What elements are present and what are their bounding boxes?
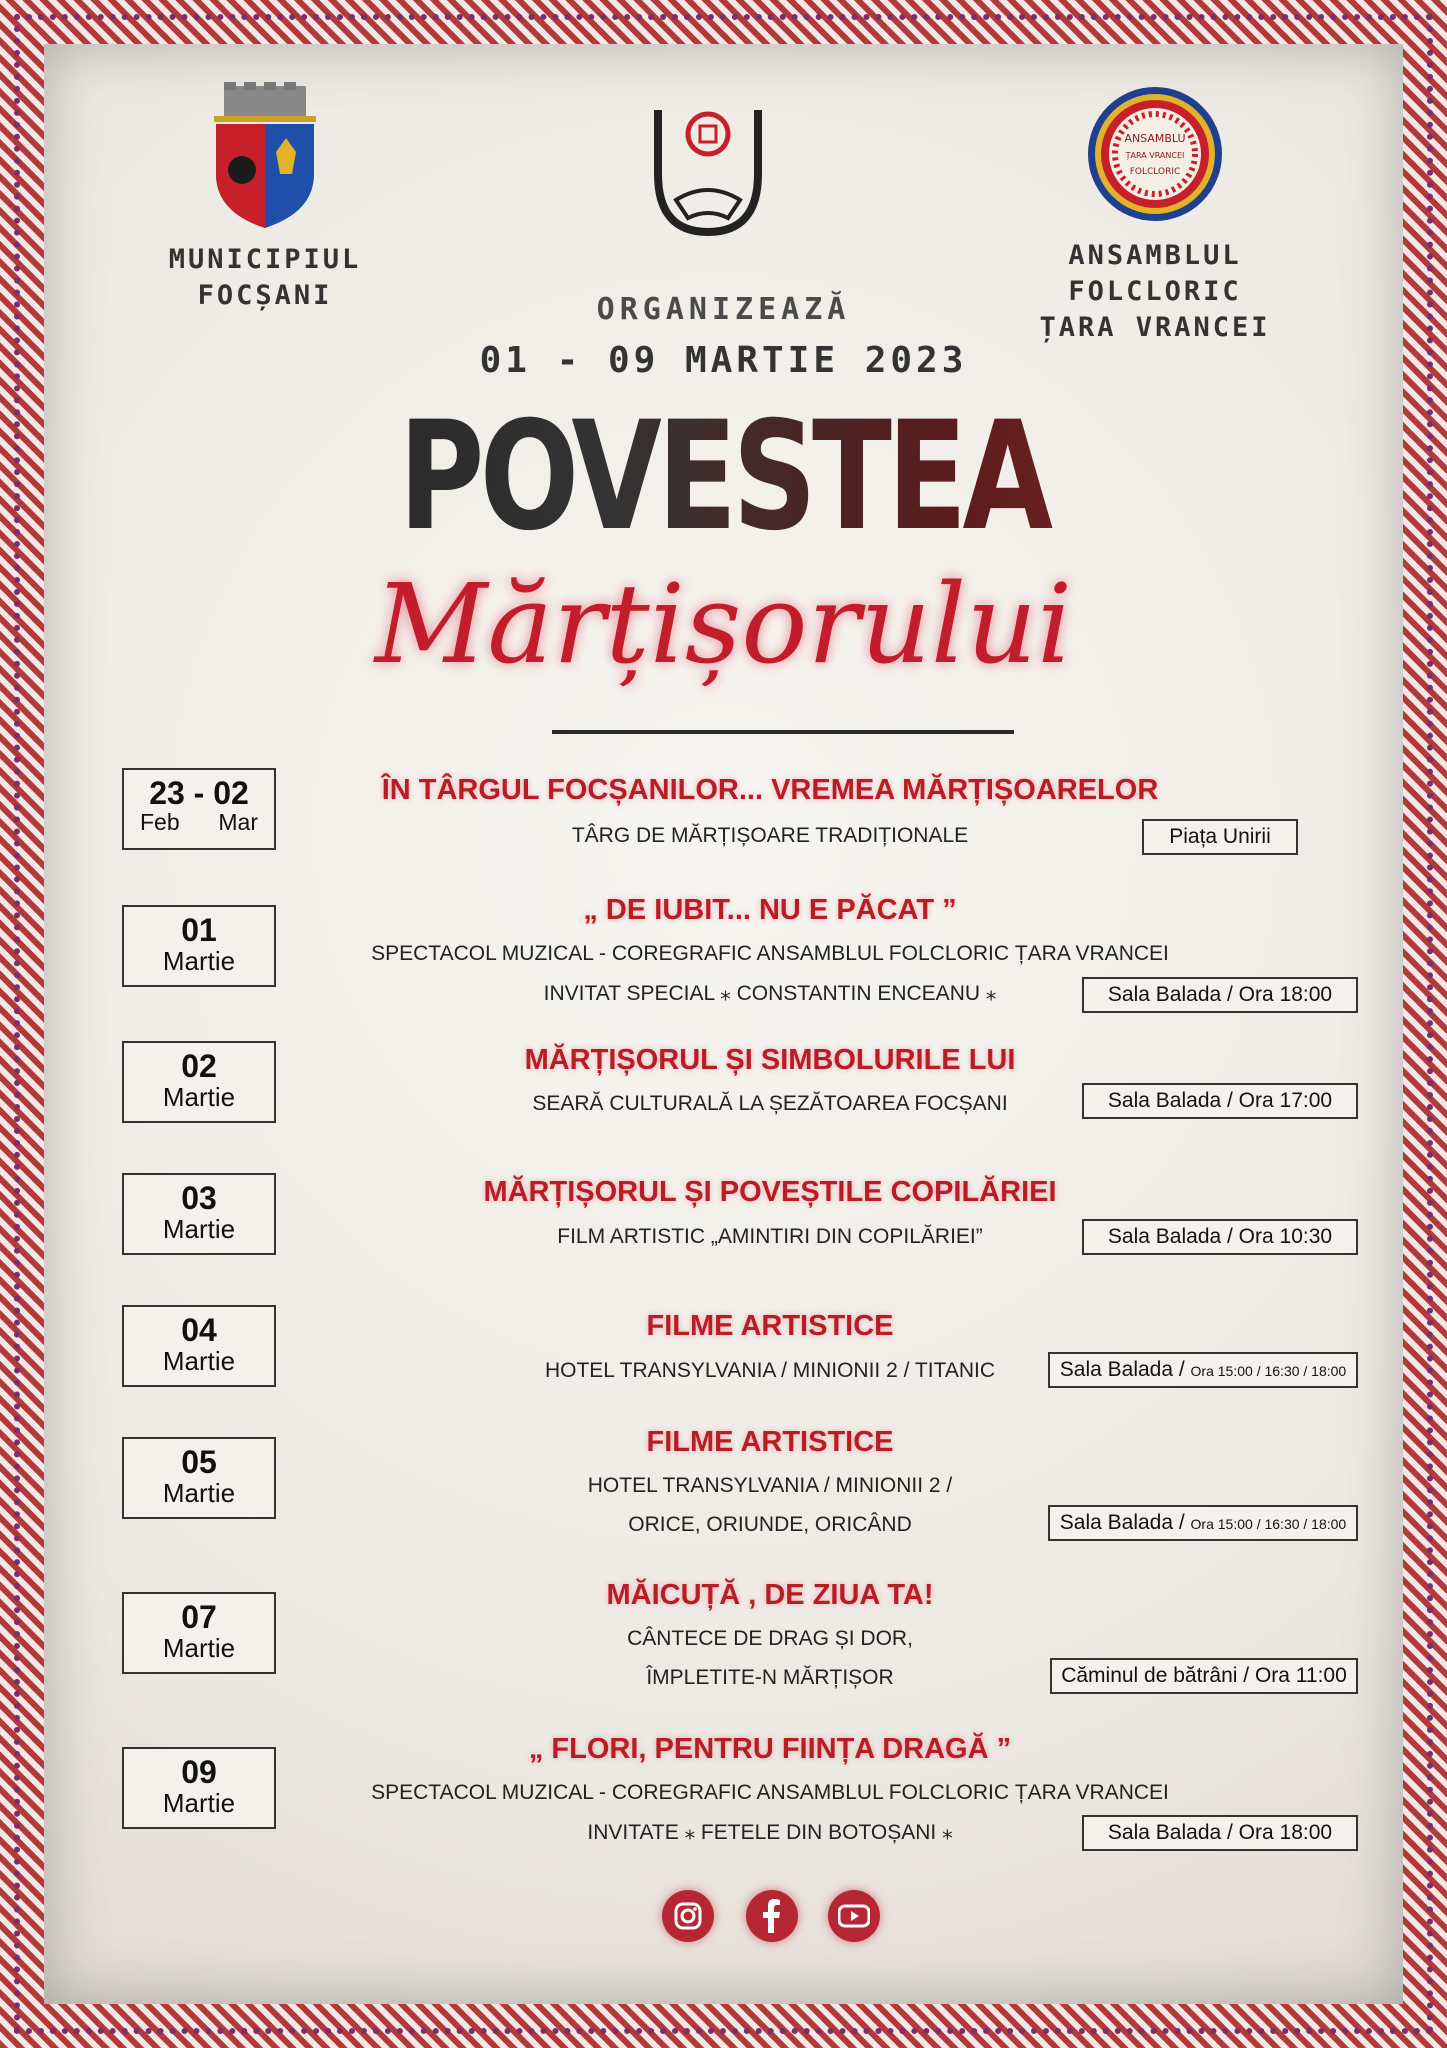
date-month: Martie [162, 1478, 236, 1508]
event-location: Piața Unirii [1142, 819, 1298, 855]
date-day: 04 [181, 1312, 217, 1348]
coat-of-arms-icon [210, 82, 320, 232]
event-title: FILME ARTISTICE [646, 1310, 894, 1342]
date-day: 23 - 02 [149, 775, 249, 811]
date-box [122, 1592, 276, 1674]
event-title: FILME ARTISTICE [646, 1426, 894, 1458]
event-location [1048, 1352, 1358, 1388]
event-location: Sala Balada / Ora 18:00 [1082, 1815, 1358, 1851]
date-month: Martie [162, 1346, 236, 1376]
event-location: Sala Balada / Ora 18:00 [1082, 977, 1358, 1013]
date-month: Martie [162, 1788, 236, 1818]
date-month: Martie [162, 946, 236, 976]
instagram-icon[interactable] [662, 1890, 714, 1942]
event-description: ÎMPLETITE-N MĂRȚIȘOR [646, 1666, 894, 1689]
event-description: HOTEL TRANSYLVANIA / MINIONII 2 / [587, 1474, 953, 1497]
event-description: INVITAT SPECIAL ⁎ CONSTANTIN ENCEANU ⁎ [543, 982, 997, 1005]
left-org-line1: MUNICIPIUL [168, 244, 362, 275]
organizeaza-label: ORGANIZEAZĂ [596, 292, 851, 327]
folk-ensemble-emblem-icon [1085, 84, 1225, 224]
date-day: 01 [181, 912, 217, 948]
event-description: SPECTACOL MUZICAL - COREGRAFIC ANSAMBLUL FOLCLORIC ȚARA VRANCEI [371, 1781, 1169, 1804]
facebook-icon[interactable] [746, 1890, 798, 1942]
date-month: Martie [162, 1082, 236, 1112]
location-main: Sala Balada / [1059, 1511, 1191, 1534]
date-day: 03 [181, 1180, 217, 1216]
event-title: MĂICUȚĂ , DE ZIUA TA! [606, 1579, 934, 1611]
event-title: MĂRȚIȘORUL ȘI POVEȘTILE COPILĂRIEI [483, 1176, 1057, 1208]
event-location: Sala Balada / Ora 17:00 [1082, 1083, 1358, 1119]
date-box [122, 1305, 276, 1387]
location-times: Ora 15:00 / 16:30 / 18:00 [1190, 1516, 1347, 1532]
youtube-icon[interactable] [828, 1890, 880, 1942]
date-box [122, 768, 276, 850]
date-box [122, 1747, 276, 1829]
date-box [122, 1041, 276, 1123]
event-title: „ DE IUBIT... NU E PĂCAT ” [583, 894, 957, 926]
date-box [122, 1173, 276, 1255]
event-description: FILM ARTISTIC „AMINTIRI DIN COPILĂRIEI” [557, 1225, 983, 1248]
event-description: SPECTACOL MUZICAL - COREGRAFIC ANSAMBLUL FOLCLORIC ȚARA VRANCEI [371, 942, 1169, 965]
emblem-line3: FOLCLORIC [1129, 167, 1181, 177]
date-month: Martie [162, 1633, 236, 1663]
date-box [122, 905, 276, 987]
right-org-line1: ANSAMBLUL FOLCLORIC [1068, 240, 1242, 307]
date-day: 05 [181, 1444, 217, 1480]
event-location: Sala Balada / Ora 10:30 [1082, 1219, 1358, 1255]
event-title: „ FLORI, PENTRU FIINȚA DRAGĂ ” [528, 1733, 1012, 1765]
location-main: Sala Balada / [1059, 1358, 1191, 1381]
event-title: ÎN TÂRGUL FOCȘANILOR... VREMEA MĂRȚIȘOARELOR [381, 774, 1159, 806]
emblem-line1: ANSAMBLU [1124, 132, 1186, 145]
handshake-logo-icon [648, 104, 768, 250]
title-divider [552, 730, 1014, 734]
focsani-logo [170, 82, 360, 314]
center-logo [648, 104, 768, 254]
emblem-line2: ȚARA VRANCEI [1125, 151, 1185, 160]
date-month: Martie [162, 1214, 236, 1244]
date-month-start: Feb [140, 809, 180, 835]
event-description: SEARĂ CULTURALĂ LA ȘEZĂTOAREA FOCȘANI [532, 1092, 1008, 1115]
location-times: Ora 15:00 / 16:30 / 18:00 [1190, 1363, 1347, 1379]
date-month-end: Mar [218, 809, 258, 835]
script-subtitle: Mărțișorului [374, 560, 1073, 688]
event-title: MĂRȚIȘORUL ȘI SIMBOLURILE LUI [524, 1044, 1016, 1076]
event-description: HOTEL TRANSYLVANIA / MINIONII 2 / TITANIC [544, 1359, 996, 1382]
event-location [1048, 1505, 1358, 1541]
main-title: POVESTEA [159, 390, 1288, 564]
event-location: Căminul de bătrâni / Ora 11:00 [1050, 1658, 1358, 1694]
event-description: ORICE, ORIUNDE, ORICÂND [628, 1513, 912, 1536]
event-description: INVITATE ⁎ FETELE DIN BOTOȘANI ⁎ [587, 1821, 953, 1844]
event-dates: 01 - 09 MARTIE 2023 [479, 340, 968, 381]
date-day: 07 [181, 1599, 217, 1635]
date-day: 09 [181, 1754, 217, 1790]
event-description: CÂNTECE DE DRAG ȘI DOR, [627, 1627, 913, 1650]
left-org-line2: FOCȘANI [197, 280, 333, 311]
event-description: TÂRG DE MĂRȚIȘOARE TRADIȚIONALE [571, 824, 969, 847]
date-box [122, 1437, 276, 1519]
date-day: 02 [181, 1048, 217, 1084]
right-org-line2: ȚARA VRANCEI [1039, 312, 1271, 343]
